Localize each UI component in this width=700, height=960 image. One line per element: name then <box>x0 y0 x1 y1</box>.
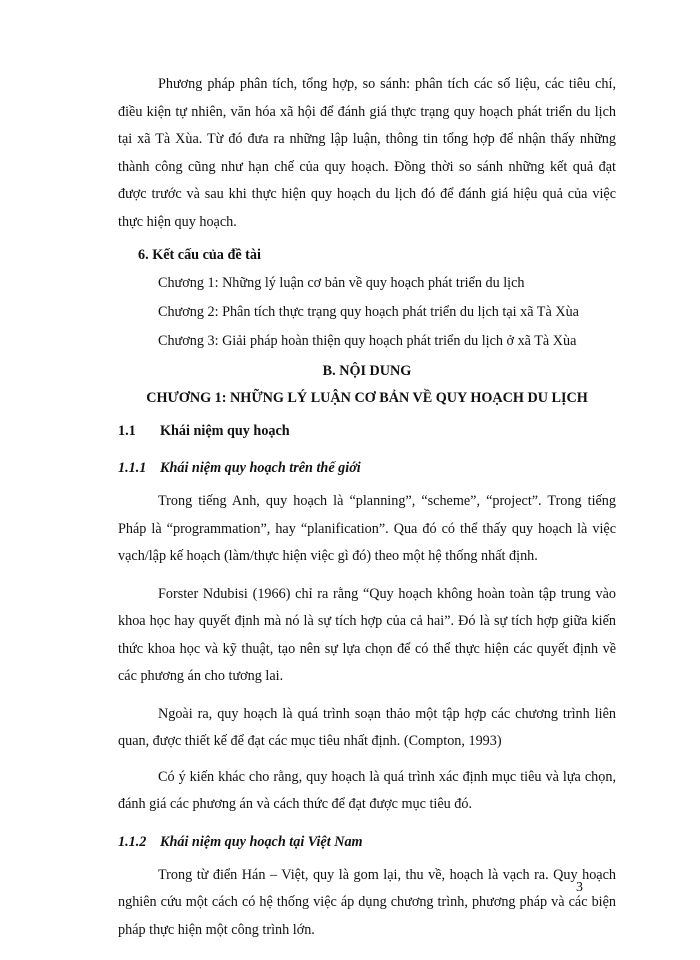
body-paragraph: Trong từ điển Hán – Việt, quy là gom lại, thu về, hoạch là vạch ra. Quy hoạch nghiên cứu một cách có hệ thống việc áp dụng chương trình, phương pháp và các biện pháp thực hiện một công trình lớn. <box>118 866 616 938</box>
section-1-1-heading <box>118 418 616 445</box>
section-1-1-1-heading <box>118 455 616 482</box>
chapter-list <box>118 269 616 356</box>
section-1-1-2-heading <box>118 829 616 856</box>
section-number: 1.1.1 <box>118 460 147 476</box>
chapter-list-item: Chương 1: Những lý luận cơ bản về quy hoạch phát triển du lịch <box>158 275 525 291</box>
body-paragraph: Ngoài ra, quy hoạch là quá trình soạn thảo một tập hợp các chương trình liên quan, được thiết kế để đạt các mục tiêu nhất định. (Compton, 1993) <box>118 705 616 749</box>
chapter-list-item: Chương 3: Giải pháp hoàn thiện quy hoạch phát triển du lịch ở xã Tà Xùa <box>158 333 577 349</box>
body-paragraph: Forster Ndubisi (1966) chỉ ra rằng “Quy hoạch không hoàn toàn tập trung vào khoa học hay quyết định mà nó là sự tích hợp của cả hai”. Đó là sự tích hợp giữa kiến thức khoa học và kỹ thuật, tạo nên sự lựa chọn để có thể thực hiện các quyết định về các phương án cho tương lai. <box>118 585 616 684</box>
body-paragraph: Có ý kiến khác cho rằng, quy hoạch là quá trình xác định mục tiêu và lựa chọn, đánh giá các phương án và cách thức để đạt được mục tiêu đó. <box>118 768 616 812</box>
page-number: 3 <box>576 880 583 895</box>
intro-paragraph: Phương pháp phân tích, tổng hợp, so sánh: phân tích các số liệu, các tiêu chí, điều kiện tự nhiên, văn hóa xã hội để đánh giá thực trạng quy hoạch phát triển du lịch tại xã Tà Xùa. Từ đó đưa ra những lập luận, thông tin tổng hợp để nhận thấy những thành công cũng như hạn chế của quy hoạch. Đồng thời so sánh những kết quả đạt được trước và sau khi thực hiện quy hoạch du lịch đó để đánh giá hiệu quả của việc thực hiện quy hoạch. <box>118 76 616 230</box>
chapter-list-item: Chương 2: Phân tích thực trạng quy hoạch phát triển du lịch tại xã Tà Xùa <box>158 304 579 320</box>
body-paragraph: Trong tiếng Anh, quy hoạch là “planning”, “scheme”, “project”. Trong tiếng Pháp là “programmation”, hay “planification”. Qua đó có thể thấy quy hoạch là việc vạch/lập kế hoạch (làm/thực hiện việc gì đó) theo một hệ thống nhất định. <box>118 493 616 564</box>
section-title: Khái niệm quy hoạch trên thế giới <box>160 460 361 476</box>
section-6-heading: 6. Kết cấu của đề tài <box>138 247 261 263</box>
page-body <box>118 71 616 944</box>
section-number: 1.1 <box>118 423 136 439</box>
chapter-1-title: CHƯƠNG 1: NHỮNG LÝ LUẬN CƠ BẢN VỀ QUY HOẠCH DU LỊCH <box>146 390 588 406</box>
part-b-title: B. NỘI DUNG <box>322 363 412 379</box>
section-number: 1.1.2 <box>118 833 147 850</box>
section-title: Khái niệm quy hoạch tại Việt Nam <box>160 833 363 850</box>
section-title: Khái niệm quy hoạch <box>160 423 290 439</box>
